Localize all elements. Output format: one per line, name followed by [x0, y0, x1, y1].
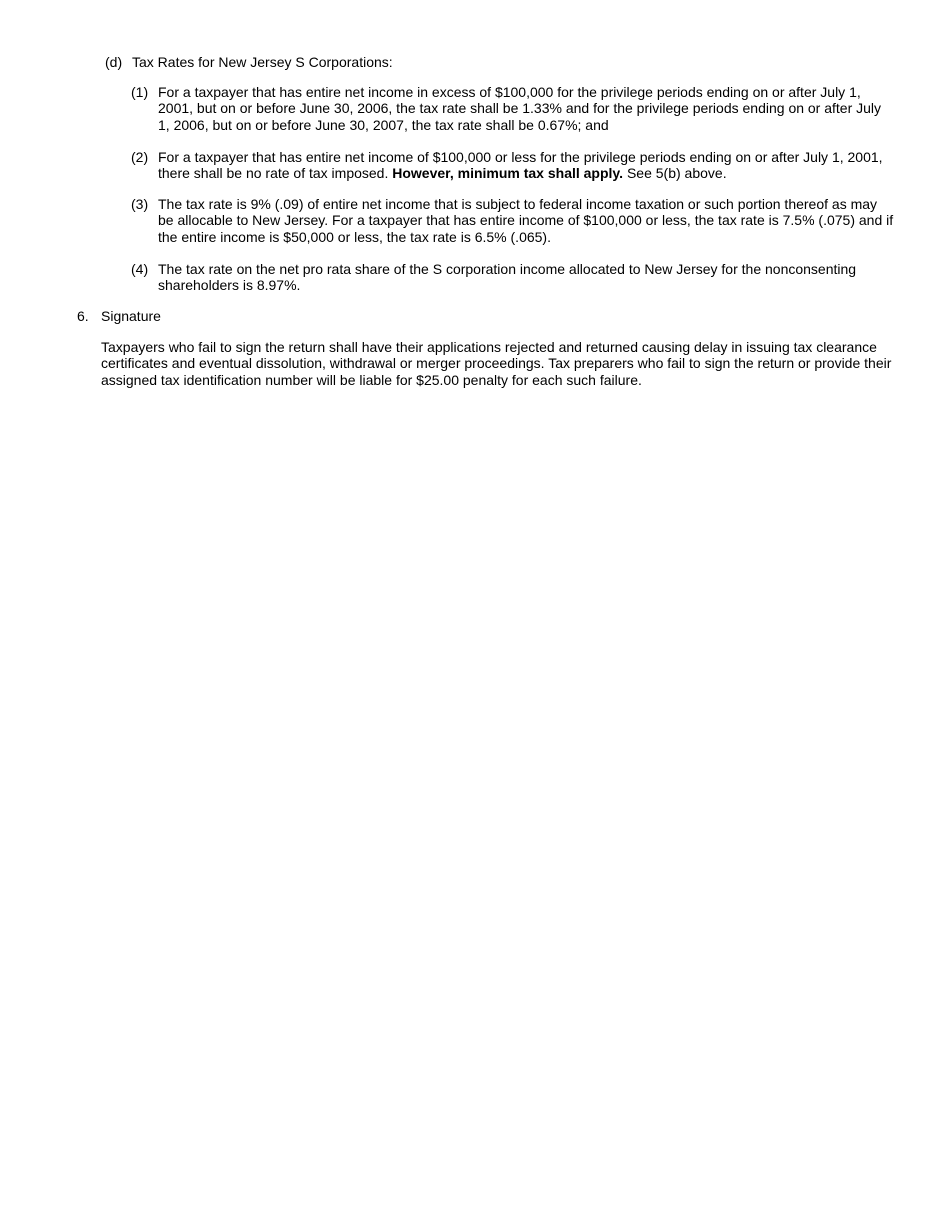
section-d-heading: Tax Rates for New Jersey S Corporations: — [132, 54, 393, 70]
section-d-item-3 — [131, 196, 896, 245]
section-6-heading-row — [77, 308, 897, 324]
section-d-item-1 — [131, 84, 896, 133]
section-d-heading-row — [105, 54, 905, 70]
item-3-marker: (3) — [131, 196, 149, 212]
section-d-item-2 — [131, 149, 896, 182]
item-3-text: The tax rate is 9% (.09) of entire net income that is subject to federal income taxation or such portion thereof as may be allocable to New Jersey. For a taxpayer that has entire income of $100,000 or less, the tax rate is 7.5% (.075) and if the entire income is $50,000 or less, the tax rate is 6.5% (.065). — [158, 196, 894, 245]
section-6-body: Taxpayers who fail to sign the return shall have their applications rejected and returned causing delay in issuing tax clearance certificates and eventual dissolution, withdrawal or merger proceedings. Tax preparers who fail to sign the return or provide their assigned tax identification number will be liable for $25.00 penalty for each such failure. — [101, 339, 892, 388]
item-2-text-bold: However, minimum tax shall apply. — [392, 165, 624, 182]
item-1-marker: (1) — [131, 84, 149, 100]
item-4-marker: (4) — [131, 261, 149, 277]
section-6-body-row — [101, 339, 897, 388]
item-2-text-before: For a taxpayer that has entire net income of $100,000 or less for the privilege periods ending on or after July 1, 2001, there shall be no rate of tax imposed. — [158, 149, 883, 182]
section-6-marker: 6. — [77, 308, 89, 324]
section-6-heading: Signature — [101, 308, 161, 324]
item-1-text: For a taxpayer that has entire net income in excess of $100,000 for the privilege periods ending on or after July 1, 2001, but on or before June 30, 2006, the tax rate shall be 1.33% and for the privilege periods ending on or after July 1, 2006, but on or before June 30, 2007, the tax rate shall be 0.67%; and — [158, 84, 882, 133]
section-d-marker: (d) — [105, 54, 123, 70]
item-2-marker: (2) — [131, 149, 149, 165]
item-2-text — [158, 149, 896, 182]
section-d-item-4 — [131, 261, 896, 294]
item-2-text-after: See 5(b) above. — [623, 165, 727, 182]
item-4-text: The tax rate on the net pro rata share of the S corporation income allocated to New Jersey for the nonconsenting shareholders is 8.97%. — [158, 261, 857, 294]
